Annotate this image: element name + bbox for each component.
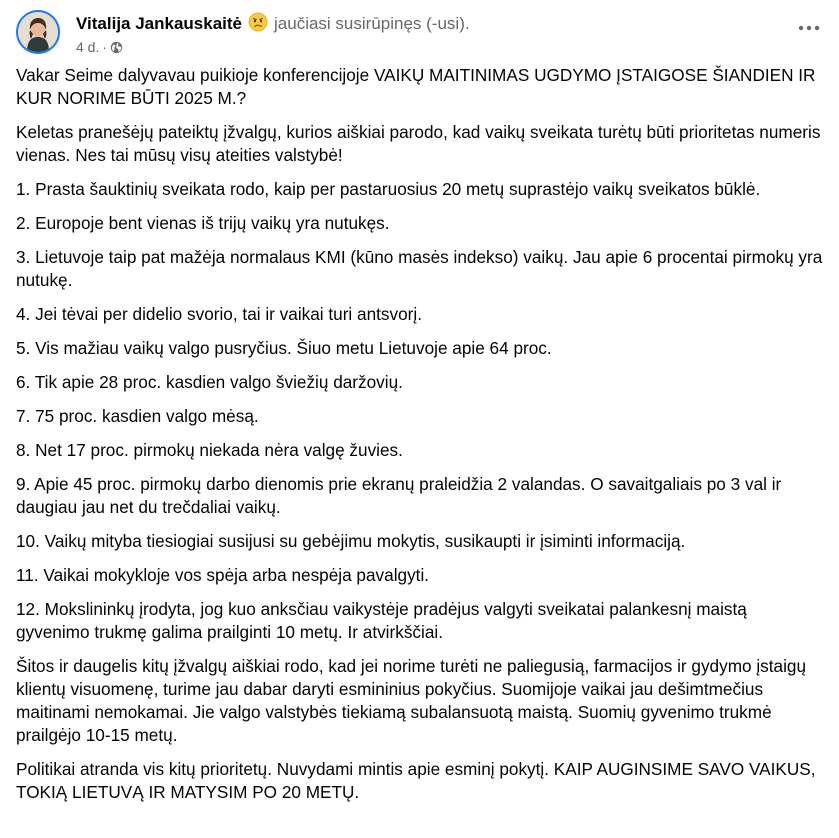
- list-item: 9. Apie 45 proc. pirmokų darbo dienomis prie ekranų praleidžia 2 valandas. O savaitgaliais po 3 val ir daugiau jau net du trečdaliai vaikų.: [16, 474, 782, 517]
- list-item: 7. 75 proc. kasdien valgo mėsą.: [16, 406, 259, 426]
- more-options-button[interactable]: [795, 18, 823, 38]
- list-item: 5. Vis mažiau vaikų valgo pusryčius. Šiuo metu Lietuvoje apie 64 proc.: [16, 338, 552, 358]
- list-item: 8. Net 17 proc. pirmokų niekada nėra valgę žuvies.: [16, 440, 403, 460]
- list-item: 1. Prasta šauktinių sveikata rodo, kaip per pastaruosius 20 metų suprastėjo vaikų sveikatos būklė.: [16, 179, 761, 199]
- post-meta: [76, 38, 123, 56]
- author-avatar[interactable]: [16, 10, 60, 54]
- author-line: [76, 12, 470, 35]
- list-item: 10. Vaikų mityba tiesiogiai susijusi su gebėjimu mokytis, susikaupti ir įsiminti informaciją.: [16, 531, 686, 551]
- post-timestamp[interactable]: 4 d.: [76, 39, 100, 55]
- list-item: 2. Europoje bent vienas iš trijų vaikų yra nutukęs.: [16, 213, 390, 233]
- feeling-status: jaučiasi susirūpinęs (-usi).: [274, 14, 470, 33]
- post-body: [16, 64, 823, 815]
- post-paragraph: Vakar Seime dalyvavau puikioje konferencijoje VAIKŲ MAITINIMAS UGDYMO ĮSTAIGOSE ŠIANDIEN IR KUR NORIME BŪTI 2025 M.?: [16, 65, 816, 108]
- globe-icon[interactable]: [110, 40, 123, 53]
- list-item: 4. Jei tėvai per didelio svorio, tai ir vaikai turi antsvorį.: [16, 304, 422, 324]
- post-paragraph: Šitos ir daugelis kitų įžvalgų aiškiai rodo, kad jei norime turėti ne paliegusią, farmacijos ir gydymo įstaigų klientų visuomenę, turime jau dabar daryti esmininius pokyčius. Suomijoje vaikai jau dešimtmečius maitinami nemokamai. Jie valgo valstybės tiekiamą subalansuotą maistą. Suomių gyvenimo trukmė prailgėjo 10-15 metų.: [16, 656, 807, 745]
- more-horizontal-icon: [795, 18, 823, 38]
- post-paragraph: Keletas pranešėjų pateiktų įžvalgų, kurios aiškiai parodo, kad vaikų sveikata turėtų būti prioritetas numeris vienas. Nes tai mūsų visų ateities valstybė!: [16, 122, 821, 165]
- post-header: [16, 8, 823, 56]
- list-item: 3. Lietuvoje taip pat mažėja normalaus KMI (kūno masės indekso) vaikų. Jau apie 6 procentai pirmokų yra nutukę.: [16, 247, 823, 290]
- author-name[interactable]: Vitalija Jankauskaitė: [76, 14, 243, 33]
- meta-separator: ·: [102, 39, 108, 55]
- post-paragraph: Politikai atranda vis kitų prioritetų. Nuvydami mintis apie esminį pokytį. KAIP AUGINSIME SAVO VAIKUS, TOKIĄ LIETUVĄ IR MATYSIM PO 20 METŲ.: [16, 759, 816, 802]
- list-item: 6. Tik apie 28 proc. kasdien valgo šviežių daržovių.: [16, 372, 403, 392]
- list-item: 12. Mokslininkų įrodyta, jog kuo anksčiau vaikystėje pradėjus valgyti sveikatai palankesnį maistą gyvenimo trukmę galima prailginti 10 metų. Ir atvirkščiai.: [16, 599, 747, 642]
- list-item: 11. Vaikai mokykloje vos spėja arba nespėja pavalgyti.: [16, 565, 430, 585]
- worried-face-emoji-icon: [248, 12, 268, 32]
- profile-photo-icon: [18, 12, 58, 52]
